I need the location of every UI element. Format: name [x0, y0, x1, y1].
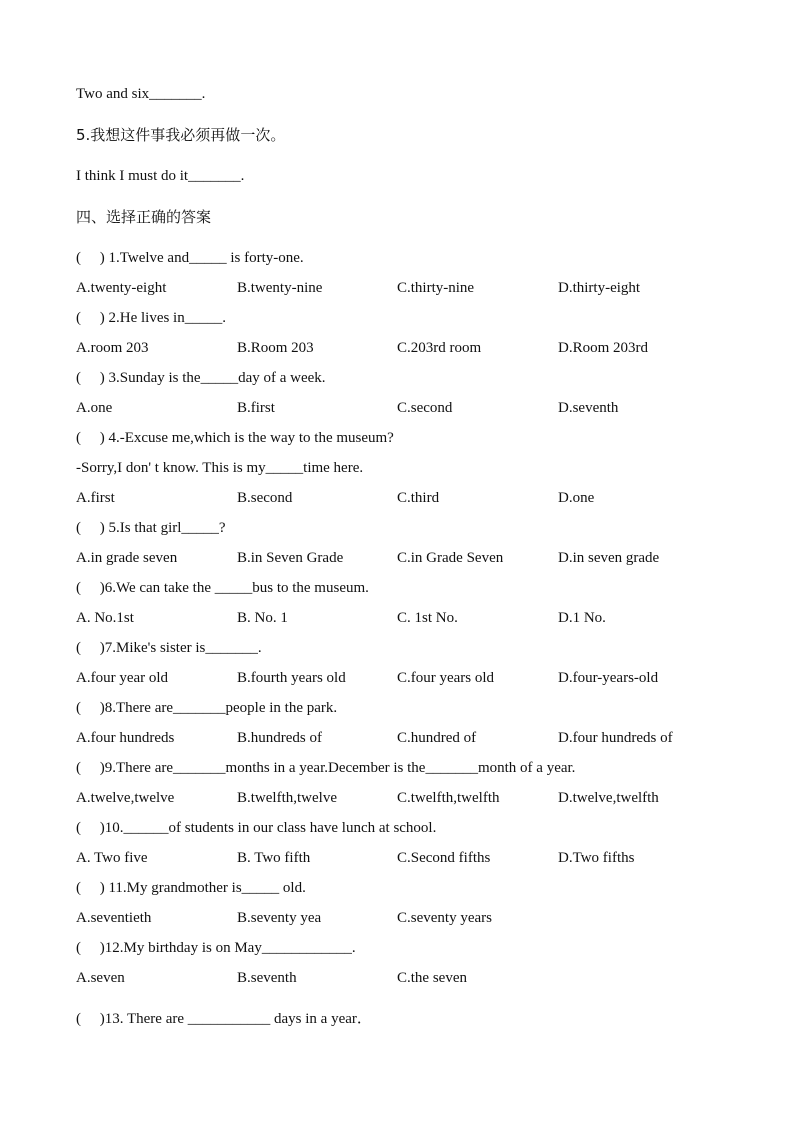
- options-row: [76, 849, 756, 867]
- option-d: D.Two fifths: [558, 850, 635, 866]
- option-c: C.twelfth,twelfth: [397, 790, 500, 806]
- option-a: A.twelve,twelve: [76, 790, 175, 806]
- question-stem: ( )13. There are ___________ days in a year．: [76, 1011, 372, 1027]
- option-d: D.thirty-eight: [558, 280, 641, 296]
- fill-in-line: Two and six_______.: [76, 86, 206, 102]
- option-a: A.one: [76, 400, 113, 416]
- option-c: C.second: [397, 400, 453, 416]
- options-row: [76, 609, 756, 627]
- option-d: D.seventh: [558, 400, 619, 416]
- option-b: B.first: [237, 400, 275, 416]
- option-b: B.hundreds of: [237, 730, 322, 746]
- option-b: B. No. 1: [237, 610, 288, 626]
- option-c: C.thirty-nine: [397, 280, 475, 296]
- options-row: [76, 549, 756, 567]
- options-row: [76, 669, 756, 687]
- option-a: A. No.1st: [76, 610, 134, 626]
- option-a: A.room 203: [76, 340, 149, 356]
- question-stem: ( )12.My birthday is on May____________.: [76, 940, 356, 956]
- option-c: C.hundred of: [397, 730, 477, 746]
- options-row: [76, 909, 756, 927]
- option-b: B.second: [237, 490, 293, 506]
- option-a: A.four hundreds: [76, 730, 175, 746]
- option-d: D.Room 203rd: [558, 340, 648, 356]
- option-a: A.first: [76, 490, 115, 506]
- question-stem: ( )10.______of students in our class have lunch at school.: [76, 820, 437, 836]
- option-a: A.seven: [76, 970, 125, 986]
- option-c: C.four years old: [397, 670, 495, 686]
- option-b: B.in Seven Grade: [237, 550, 344, 566]
- options-row: [76, 339, 756, 357]
- options-row: [76, 399, 756, 417]
- question-stem: ( ) 2.He lives in_____.: [76, 310, 226, 326]
- option-c: C.Second fifths: [397, 850, 491, 866]
- question-stem: ( )7.Mike's sister is_______.: [76, 640, 262, 656]
- option-b: B.seventh: [237, 970, 297, 986]
- option-c: C.third: [397, 490, 440, 506]
- option-c: C.in Grade Seven: [397, 550, 504, 566]
- option-b: B.Room 203: [237, 340, 314, 356]
- option-d: D.in seven grade: [558, 550, 660, 566]
- option-a: A.four year old: [76, 670, 169, 686]
- option-c: C.203rd room: [397, 340, 482, 356]
- question-stem: ( ) 3.Sunday is the_____day of a week.: [76, 370, 326, 386]
- options-row: [76, 489, 756, 507]
- question-5-chinese: 5.我想这件事我必须再做一次。: [76, 126, 286, 144]
- options-row: [76, 789, 756, 807]
- question-stem: ( ) 5.Is that girl_____?: [76, 520, 226, 536]
- question-stem-continued: -Sorry,I don' t know. This is my_____time here.: [76, 460, 364, 476]
- option-b: B. Two fifth: [237, 850, 311, 866]
- option-b: B.seventy yea: [237, 910, 322, 926]
- option-d: D.twelve,twelfth: [558, 790, 659, 806]
- question-stem: ( )9.There are_______months in a year.December is the_______month of a year.: [76, 760, 576, 776]
- options-row: [76, 279, 756, 297]
- option-a: A.seventieth: [76, 910, 152, 926]
- question-stem: ( )6.We can take the _____bus to the museum.: [76, 580, 369, 596]
- option-c: C.the seven: [397, 970, 467, 986]
- option-c: C. 1st No.: [397, 610, 458, 626]
- option-d: D.1 No.: [558, 610, 606, 626]
- option-a: A.twenty-eight: [76, 280, 167, 296]
- question-5-english: I think I must do it_______.: [76, 168, 245, 184]
- option-a: A. Two five: [76, 850, 148, 866]
- option-d: D.four hundreds of: [558, 730, 673, 746]
- option-a: A.in grade seven: [76, 550, 178, 566]
- options-row: [76, 969, 756, 987]
- question-stem: ( )8.There are_______people in the park.: [76, 700, 338, 716]
- option-d: D.four-years-old: [558, 670, 659, 686]
- option-c: C.seventy years: [397, 910, 492, 926]
- question-stem: ( ) 1.Twelve and_____ is forty-one.: [76, 250, 304, 266]
- section-title: 四、选择正确的答案: [76, 208, 212, 226]
- question-stem: ( ) 4.-Excuse me,which is the way to the museum?: [76, 430, 394, 446]
- options-row: [76, 729, 756, 747]
- option-d: D.one: [558, 490, 595, 506]
- option-b: B.fourth years old: [237, 670, 346, 686]
- option-b: B.twelfth,twelve: [237, 790, 337, 806]
- option-b: B.twenty-nine: [237, 280, 323, 296]
- question-stem: ( ) 11.My grandmother is_____ old.: [76, 880, 306, 896]
